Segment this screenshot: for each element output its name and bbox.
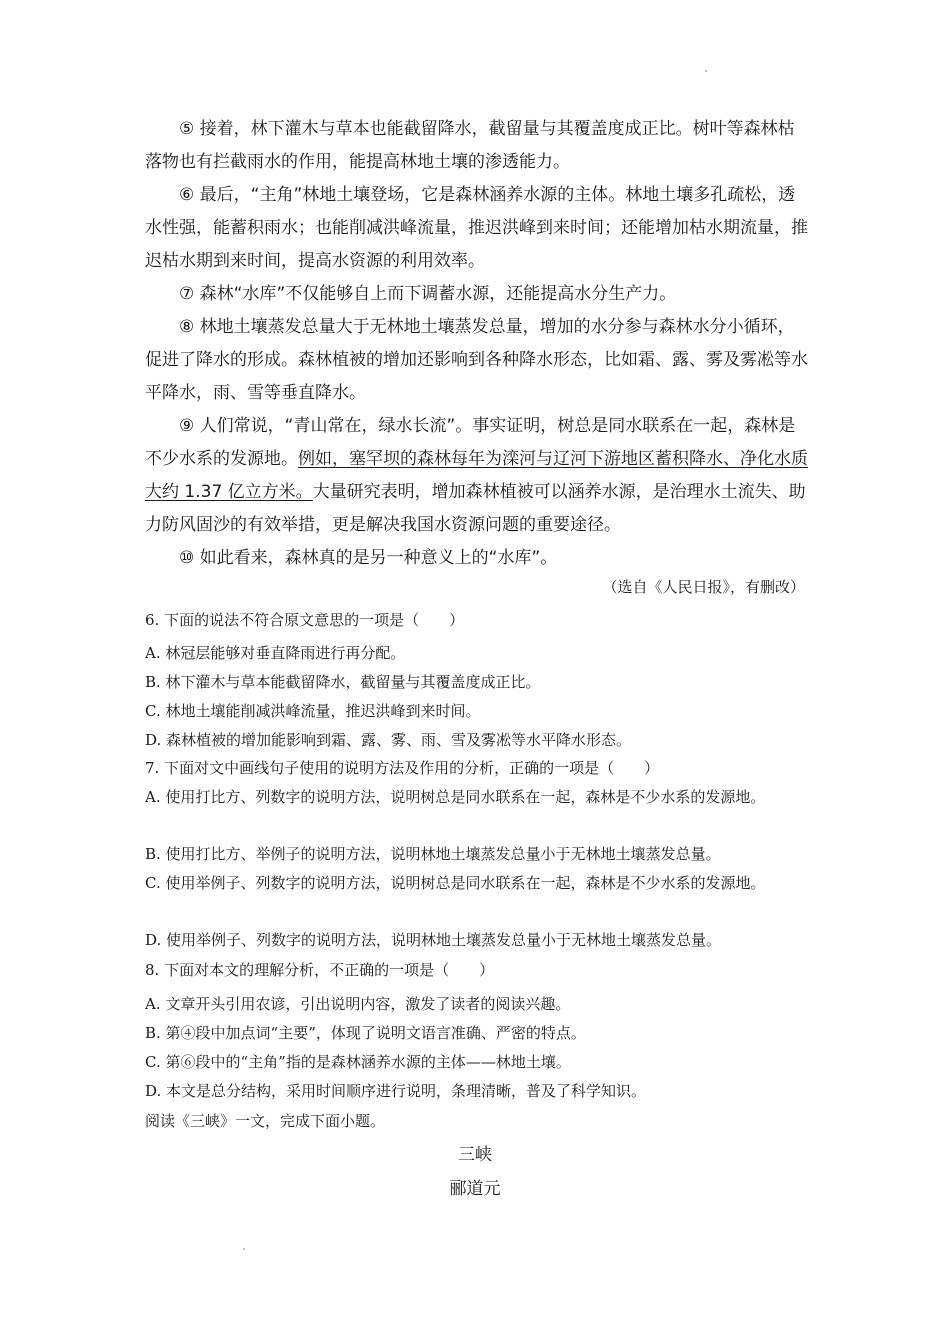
- section-author: 郦道元: [449, 1179, 501, 1199]
- paragraph-5: ⑤ 接着，林下灌木与草本也能截留降水，截留量与其覆盖度成正比。树叶等森林枯落物也有拦截雨水的作用，能提高林地土壤的渗透能力。: [145, 119, 795, 172]
- question-7-option-d: D. 使用举例子、列数字的说明方法，说明林地土壤蒸发总量小于无林地土壤蒸发总量。: [145, 931, 722, 949]
- question-6-option-d: D. 森林植被的增加能影响到霜、露、雾、雨、雪及雾凇等水平降水形态。: [145, 731, 632, 749]
- section-title: 三峡: [458, 1145, 492, 1165]
- paragraph-8: ⑧ 林地土壤蒸发总量大于无林地土壤蒸发总量，增加的水分参与森林水分小循环，促进了降水的形成。森林植被的增加还影响到各种降水形态，比如霜、露、雾及雾凇等水平降水，雨、雪等垂直降水。: [145, 317, 808, 403]
- paragraph-6: ⑥ 最后，“主角”林地土壤登场，它是森林涵养水源的主体。林地土壤多孔疏松，透水性强，能蓄积雨水；也能削减洪峰流量，推迟洪峰到来时间；还能增加枯水期流量，推迟枯水期到来时间，提高水资源的利用效率。: [145, 185, 808, 271]
- question-7-option-b: B. 使用打比方、举例子的说明方法，说明林地土壤蒸发总量小于无林地土壤蒸发总量。: [145, 845, 721, 863]
- question-7-option-c: C. 使用举例子、列数字的说明方法，说明树总是同水联系在一起，森林是不少水系的发源地。: [145, 874, 766, 892]
- question-6-option-c: C. 林地土壤能削减洪峰流量，推迟洪峰到来时间。: [145, 702, 481, 720]
- paragraph-9-intro: ⑨ 人们常说，“青山常在，绿水长流”。事实证明，树总是同水联系在一起，森林是不少水系的发源地。: [145, 416, 796, 469]
- question-8-option-a: A. 文章开头引用农谚，引出说明内容，激发了读者的阅读兴趣。: [145, 995, 571, 1013]
- question-8-option-d: D. 本文是总分结构，采用时间顺序进行说明，条理清晰，普及了科学知识。: [145, 1082, 647, 1100]
- scan-dot: [705, 70, 707, 72]
- reading-instruction: 阅读《三峡》一文，完成下面小题。: [145, 1112, 386, 1130]
- question-8-option-c: C. 第⑥段中的“主角”指的是森林涵养水源的主体——林地土壤。: [145, 1053, 571, 1071]
- question-7-stem: 7. 下面对文中画线句子使用的说明方法及作用的分析，正确的一项是（ ）: [145, 759, 660, 777]
- question-8-stem: 8. 下面对本文的理解分析，不正确的一项是（ ）: [145, 961, 495, 979]
- underlined-sentence: 例如，塞罕坝的森林每年为滦河与辽河下游地区蓄积降水、净化水质大约 1.37 亿立方米。: [145, 449, 808, 502]
- question-6-option-a: A. 林冠层能够对垂直降雨进行再分配。: [145, 644, 406, 662]
- paragraph-10: ⑩ 如此看来，森林真的是另一种意义上的“水库”。: [179, 548, 558, 568]
- question-7-option-a: A. 使用打比方、列数字的说明方法，说明树总是同水联系在一起，森林是不少水系的发源地。: [145, 788, 766, 806]
- question-6-option-b: B. 林下灌木与草本能截留降水，截留量与其覆盖度成正比。: [145, 673, 541, 691]
- paragraph-7: ⑦ 森林“水库”不仅能够自上而下调蓄水源，还能提高水分生产力。: [179, 284, 677, 304]
- question-6-stem: 6. 下面的说法不符合原文意思的一项是（ ）: [145, 611, 465, 629]
- paragraph-9-rest: 大量研究表明，增加森林植被可以涵养水源，是治理水土流失、助力防风固沙的有效举措，更是解决我国水资源问题的重要途径。: [145, 482, 806, 535]
- source-note: （选自《人民日报》，有删改）: [602, 578, 805, 596]
- scan-dot: [243, 1248, 245, 1250]
- question-8-option-b: B. 第④段中加点词“主要”，体现了说明文语言准确、严密的特点。: [145, 1024, 586, 1042]
- paragraph-9: [145, 410, 810, 542]
